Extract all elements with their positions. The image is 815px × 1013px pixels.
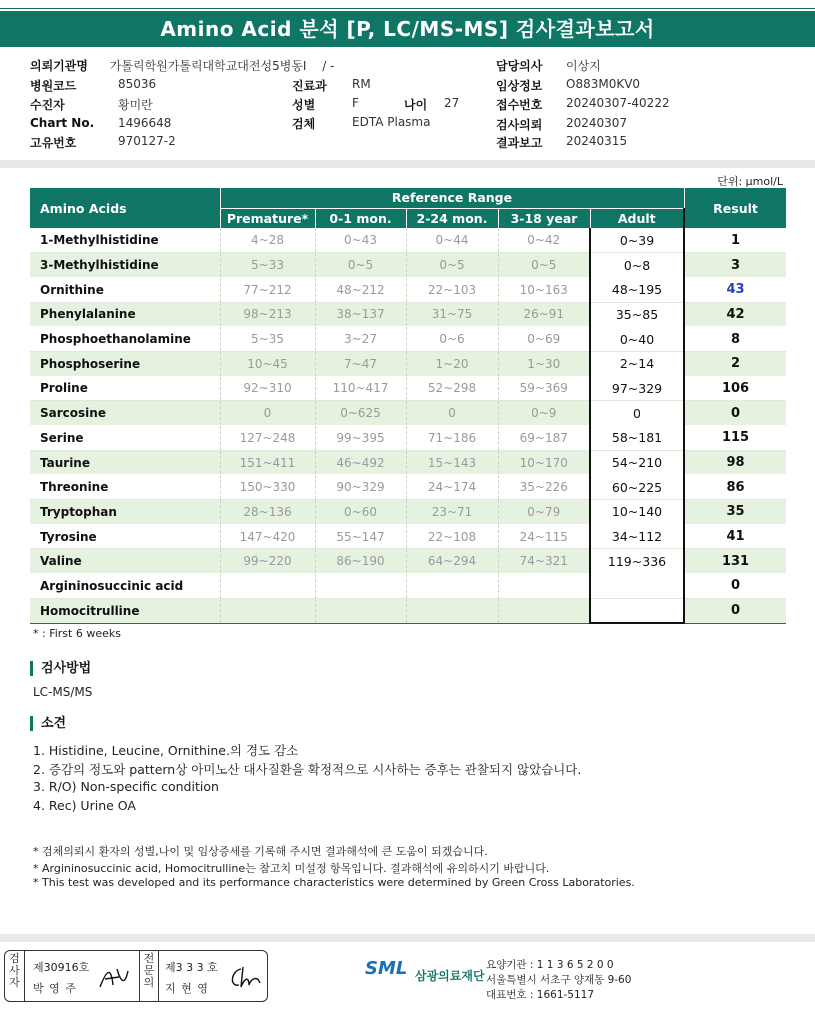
ref-0-1mon: 99~395 — [315, 426, 406, 451]
amino-acid-name: Ornithine — [30, 277, 220, 302]
col-reference-header: Reference Range — [220, 188, 684, 208]
specimen-row — [292, 115, 431, 132]
col-amino-header: Amino Acids — [30, 188, 220, 228]
requester-label: 수진자 — [30, 98, 65, 112]
age-label: 나이 — [404, 98, 428, 112]
id-value: 970127-2 — [118, 134, 176, 148]
clinical-value: O883M0KV0 — [566, 77, 641, 91]
ref-premature: 4~28 — [220, 228, 315, 253]
ref-3-18year — [498, 598, 590, 623]
ref-premature — [220, 598, 315, 623]
ref-3-18year: 0~5 — [498, 253, 590, 278]
ref-premature: 77~212 — [220, 277, 315, 302]
ref-2-24mon: 31~75 — [406, 302, 498, 327]
ref-adult: 2~14 — [590, 351, 684, 376]
finding-item: 2. 증감의 정도와 pattern상 아미노산 대사질환을 확정적으로 시사하는 증후는 관찰되지 않았습니다. — [33, 762, 582, 777]
ref-adult: 60~225 — [590, 475, 684, 500]
ref-0-1mon — [315, 598, 406, 623]
lab-phone: 대표번호 : 1661-5117 — [486, 989, 595, 1001]
sub-col-adult: Adult — [590, 208, 684, 228]
result-value: 3 — [684, 253, 786, 278]
ref-premature: 99~220 — [220, 549, 315, 574]
amino-acid-name: Sarcosine — [30, 401, 220, 426]
chart-value: 1496648 — [118, 116, 172, 130]
ref-2-24mon: 0~44 — [406, 228, 498, 253]
table-row — [30, 302, 786, 327]
ref-3-18year: 35~226 — [498, 475, 590, 500]
ref-premature: 92~310 — [220, 376, 315, 401]
amino-acid-name: Phenylalanine — [30, 302, 220, 327]
tester-caption: 검사자 — [5, 951, 25, 1001]
requester-value: 황미란 — [118, 98, 153, 112]
ref-0-1mon: 90~329 — [315, 475, 406, 500]
amino-acid-name: Phosphoethanolamine — [30, 327, 220, 352]
ref-2-24mon: 64~294 — [406, 549, 498, 574]
specimen-label: 검체 — [292, 117, 316, 131]
hospital-code-row — [30, 77, 157, 94]
sex-row — [292, 96, 460, 113]
age-value: 27 — [444, 96, 460, 110]
amino-acid-name: Homocitrulline — [30, 598, 220, 623]
ref-0-1mon: 86~190 — [315, 549, 406, 574]
note-item: * Argininosuccinic acid, Homocitrulline는 참고치 미설정 항목입니다. 결과해석에 유의하시기 바랍니다. — [33, 862, 550, 875]
top-rule — [0, 8, 815, 9]
tester-signature — [97, 963, 131, 991]
clinical-label: 임상정보 — [496, 79, 543, 93]
doctor-row — [496, 57, 601, 74]
report-date-row — [496, 134, 628, 151]
amino-acid-name: Proline — [30, 376, 220, 401]
ref-adult: 0~40 — [590, 327, 684, 352]
request-date-value: 20240307 — [566, 116, 628, 130]
specialist-name: 지 현 영 — [165, 982, 209, 995]
ref-2-24mon: 71~186 — [406, 426, 498, 451]
amino-acid-name: Argininosuccinic acid — [30, 574, 220, 599]
method-value: LC-MS/MS — [33, 685, 93, 699]
ref-0-1mon: 38~137 — [315, 302, 406, 327]
ref-3-18year: 59~369 — [498, 376, 590, 401]
requester-row — [30, 96, 153, 113]
amino-acid-name: Valine — [30, 549, 220, 574]
result-value: 0 — [684, 598, 786, 623]
result-value: 0 — [684, 574, 786, 599]
ref-premature: 151~411 — [220, 450, 315, 475]
result-value: 8 — [684, 327, 786, 352]
ref-3-18year: 24~115 — [498, 524, 590, 549]
sub-col-2-24mon: 2-24 mon. — [406, 208, 498, 228]
ref-2-24mon: 15~143 — [406, 450, 498, 475]
sub-col-0-1mon: 0-1 mon. — [315, 208, 406, 228]
receipt-row — [496, 96, 670, 113]
amino-acid-name: Threonine — [30, 475, 220, 500]
ref-3-18year: 0~42 — [498, 228, 590, 253]
table-row — [30, 253, 786, 278]
sub-col-3-18year: 3-18 year — [498, 208, 590, 228]
note-item: * This test was developed and its performance characteristics were determined by Green Cross Laboratories. — [33, 876, 635, 889]
premature-footnote: * : First 6 weeks — [33, 627, 121, 640]
dept-value: RM — [352, 77, 371, 91]
table-row — [30, 376, 786, 401]
ref-2-24mon: 23~71 — [406, 500, 498, 525]
ref-2-24mon: 1~20 — [406, 351, 498, 376]
ref-0-1mon: 48~212 — [315, 277, 406, 302]
table-row — [30, 598, 786, 623]
institution-row — [30, 57, 334, 74]
table-row — [30, 277, 786, 302]
ref-2-24mon: 0~6 — [406, 327, 498, 352]
lab-address: 서울특별시 서초구 양재동 9-60 — [486, 974, 632, 986]
sex-value: F — [352, 96, 359, 110]
ref-0-1mon: 55~147 — [315, 524, 406, 549]
ref-premature: 5~33 — [220, 253, 315, 278]
id-row — [30, 134, 176, 151]
amino-acid-name: Taurine — [30, 450, 220, 475]
ref-3-18year: 69~187 — [498, 426, 590, 451]
unit-label: 단위: μmol/L — [717, 175, 783, 188]
ref-2-24mon: 24~174 — [406, 475, 498, 500]
sex-label: 성별 — [292, 98, 316, 112]
ref-3-18year: 1~30 — [498, 351, 590, 376]
amino-acid-name: 1-Methylhistidine — [30, 228, 220, 253]
result-value: 42 — [684, 302, 786, 327]
ref-3-18year: 0~79 — [498, 500, 590, 525]
ref-0-1mon: 0~60 — [315, 500, 406, 525]
ref-3-18year: 10~163 — [498, 277, 590, 302]
amino-acid-table — [30, 188, 786, 624]
ref-3-18year — [498, 574, 590, 599]
amino-acid-name: 3-Methylhistidine — [30, 253, 220, 278]
ref-0-1mon: 0~5 — [315, 253, 406, 278]
ref-0-1mon: 3~27 — [315, 327, 406, 352]
result-value: 0 — [684, 401, 786, 426]
ref-adult: 34~112 — [590, 524, 684, 549]
report-date-value: 20240315 — [566, 134, 628, 148]
ref-adult: 58~181 — [590, 426, 684, 451]
table-row — [30, 475, 786, 500]
ref-2-24mon: 52~298 — [406, 376, 498, 401]
ref-2-24mon: 22~108 — [406, 524, 498, 549]
table-row — [30, 500, 786, 525]
ref-adult: 10~140 — [590, 500, 684, 525]
lab-code: 요양기관 : 1 1 3 6 5 2 0 0 — [486, 959, 614, 971]
ref-premature: 28~136 — [220, 500, 315, 525]
ref-premature: 150~330 — [220, 475, 315, 500]
footer-divider — [0, 934, 815, 942]
ref-2-24mon: 22~103 — [406, 277, 498, 302]
ref-0-1mon: 46~492 — [315, 450, 406, 475]
ref-0-1mon: 0~43 — [315, 228, 406, 253]
table-row — [30, 524, 786, 549]
receipt-value: 20240307-40222 — [566, 96, 670, 110]
ref-adult: 0~39 — [590, 228, 684, 253]
receipt-label: 접수번호 — [496, 98, 543, 112]
specialist-caption: 전문의 — [139, 951, 159, 1001]
lab-name: 삼광의료재단 — [415, 969, 485, 983]
method-heading: 검사방법 — [30, 661, 91, 676]
ref-premature: 0 — [220, 401, 315, 426]
amino-acid-name: Tryptophan — [30, 500, 220, 525]
signature-box — [4, 950, 268, 1002]
ref-3-18year: 0~69 — [498, 327, 590, 352]
table-row — [30, 450, 786, 475]
chart-row — [30, 116, 172, 130]
report-date-label: 결과보고 — [496, 136, 543, 150]
ref-adult: 35~85 — [590, 302, 684, 327]
ref-adult: 119~336 — [590, 549, 684, 574]
result-value: 86 — [684, 475, 786, 500]
ref-adult: 97~329 — [590, 376, 684, 401]
result-value: 35 — [684, 500, 786, 525]
ref-premature: 98~213 — [220, 302, 315, 327]
table-row — [30, 228, 786, 253]
tester-name: 박 영 주 — [33, 982, 77, 995]
id-label: 고유번호 — [30, 136, 77, 150]
section-divider — [0, 160, 815, 168]
request-date-label: 검사의뢰 — [496, 118, 543, 132]
ref-0-1mon — [315, 574, 406, 599]
ref-3-18year: 0~9 — [498, 401, 590, 426]
result-value: 41 — [684, 524, 786, 549]
ref-premature — [220, 574, 315, 599]
hospital-code-label: 병원코드 — [30, 79, 77, 93]
ward-value: / - — [322, 59, 335, 73]
ref-adult: 48~195 — [590, 277, 684, 302]
ref-premature: 127~248 — [220, 426, 315, 451]
finding-item: 4. Rec) Urine OA — [33, 798, 136, 813]
finding-item: 1. Histidine, Leucine, Ornithine.의 경도 감소 — [33, 743, 299, 758]
result-value: 131 — [684, 549, 786, 574]
table-row — [30, 426, 786, 451]
hospital-code-value: 85036 — [118, 77, 157, 91]
ref-2-24mon: 0~5 — [406, 253, 498, 278]
table-row — [30, 401, 786, 426]
ref-premature: 10~45 — [220, 351, 315, 376]
result-value: 98 — [684, 450, 786, 475]
institution-value: 가톨릭학원가톨릭대학교대전성5병동I — [109, 59, 307, 73]
table-row — [30, 574, 786, 599]
logo-mark: SML — [365, 958, 408, 979]
result-value: 115 — [684, 426, 786, 451]
amino-acid-name: Serine — [30, 426, 220, 451]
table-row — [30, 549, 786, 574]
ref-3-18year: 26~91 — [498, 302, 590, 327]
report-title: Amino Acid 분석 [P, LC/MS-MS] 검사결과보고서 — [0, 11, 815, 47]
doctor-label: 담당의사 — [496, 59, 543, 73]
request-date-row — [496, 116, 628, 133]
result-value: 43 — [684, 277, 786, 302]
specimen-value: EDTA Plasma — [352, 115, 431, 129]
result-value: 1 — [684, 228, 786, 253]
dept-label: 진료과 — [292, 79, 327, 93]
ref-adult — [590, 574, 684, 599]
table-row — [30, 351, 786, 376]
doctor-value: 이상지 — [566, 59, 601, 73]
dept-row — [292, 77, 371, 94]
ref-0-1mon: 7~47 — [315, 351, 406, 376]
ref-3-18year: 74~321 — [498, 549, 590, 574]
findings-heading: 소견 — [30, 716, 66, 731]
ref-adult: 54~210 — [590, 450, 684, 475]
table-row — [30, 327, 786, 352]
specialist-signature — [227, 963, 263, 991]
col-result-header: Result — [684, 188, 786, 228]
amino-acid-name: Phosphoserine — [30, 351, 220, 376]
ref-adult: 0~8 — [590, 253, 684, 278]
result-value: 106 — [684, 376, 786, 401]
amino-acid-name: Tyrosine — [30, 524, 220, 549]
tester-number: 제30916호 — [33, 961, 90, 974]
specialist-number: 제3 3 3 호 — [165, 961, 218, 974]
ref-premature: 147~420 — [220, 524, 315, 549]
institution-label: 의뢰기관명 — [30, 59, 88, 73]
ref-0-1mon: 0~625 — [315, 401, 406, 426]
ref-2-24mon — [406, 598, 498, 623]
clinical-row — [496, 77, 641, 94]
ref-0-1mon: 110~417 — [315, 376, 406, 401]
ref-2-24mon — [406, 574, 498, 599]
result-value: 2 — [684, 351, 786, 376]
chart-label: Chart No. — [30, 116, 95, 130]
lab-logo — [365, 958, 485, 983]
note-item: * 검체의뢰시 환자의 성별,나이 및 임상증세를 기록해 주시면 결과해석에 큰 도움이 되겠습니다. — [33, 845, 488, 858]
ref-adult — [590, 598, 684, 623]
finding-item: 3. R/O) Non-specific condition — [33, 779, 219, 794]
sub-col-premature: Premature* — [220, 208, 315, 228]
ref-adult: 0 — [590, 401, 684, 426]
ref-3-18year: 10~170 — [498, 450, 590, 475]
ref-2-24mon: 0 — [406, 401, 498, 426]
ref-premature: 5~35 — [220, 327, 315, 352]
